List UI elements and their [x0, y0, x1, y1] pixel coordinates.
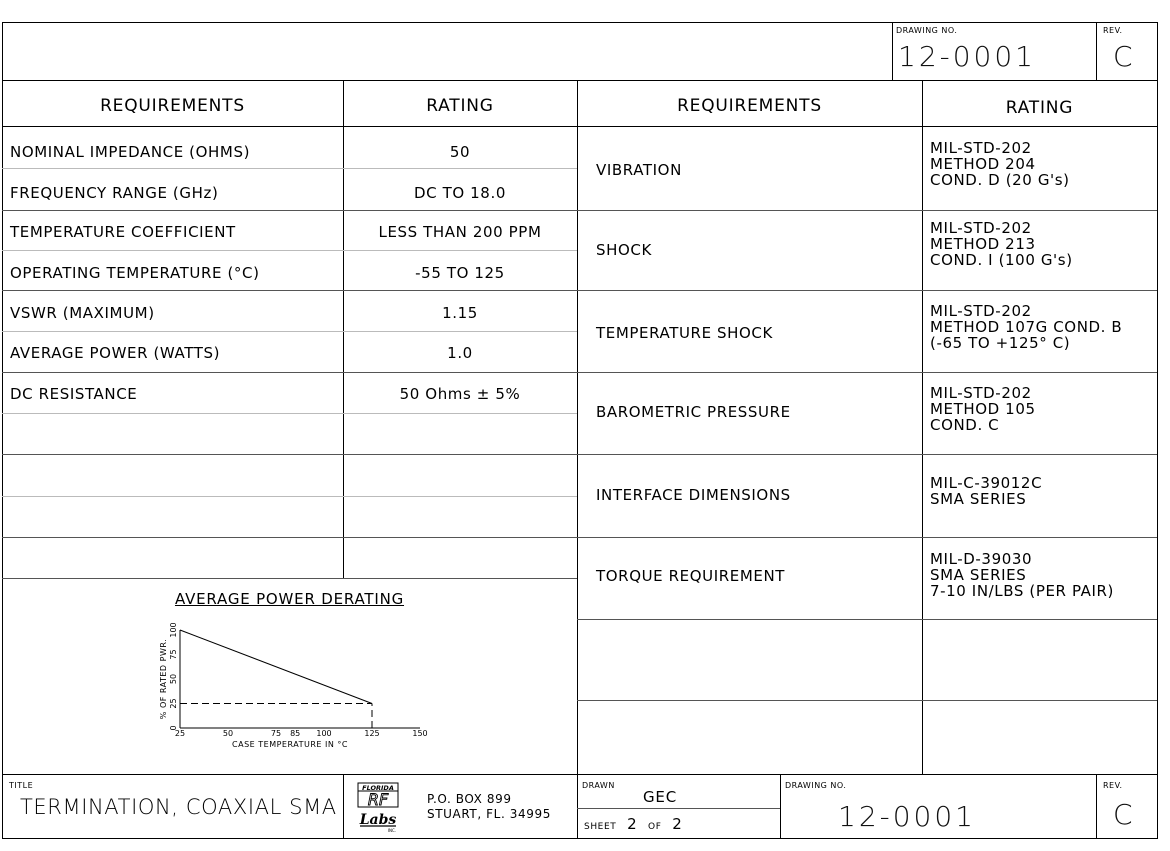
x-tick-label: 85 — [290, 729, 301, 738]
table-row-rating: MIL-C-39012C SMA SERIES — [930, 474, 1043, 508]
y-tick-label: 0 — [169, 725, 178, 731]
drawing-title: TERMINATION, COAXIAL SMA — [20, 795, 337, 819]
right-rating-header: RATING — [1005, 98, 1074, 118]
y-tick-label: 75 — [169, 649, 178, 660]
svg-text:RF: RF — [367, 790, 389, 809]
drawing-number: 12-0001 — [838, 800, 976, 833]
y-tick-label: 25 — [169, 698, 178, 709]
table-row-requirement: AVERAGE POWER (WATTS) — [10, 344, 221, 362]
svg-text:FLORIDA: FLORIDA — [362, 784, 394, 792]
drawing-number: 12-0001 — [898, 40, 1036, 73]
x-tick-label: 50 — [222, 729, 234, 738]
table-row-requirement: TEMPERATURE SHOCK — [596, 324, 773, 342]
derating-line — [180, 630, 372, 704]
table-row-rating: MIL-STD-202 METHOD 213 COND. I (100 G's) — [930, 219, 1073, 269]
y-tick-label: 100 — [169, 622, 178, 638]
table-row-rating: DC TO 18.0 — [414, 184, 506, 202]
table-row-rating: MIL-STD-202 METHOD 107G COND. B (-65 TO +125° C) — [930, 302, 1123, 352]
svg-text:INC.: INC. — [387, 828, 397, 833]
drawing-no-label: DRAWING NO. — [896, 26, 958, 35]
revision-letter: C — [1113, 40, 1136, 73]
y-axis-label: % OF RATED PWR. — [159, 638, 168, 720]
revision-letter: C — [1113, 798, 1136, 831]
table-row-rating: 50 Ohms ± 5% — [399, 385, 521, 403]
chart-title: AVERAGE POWER DERATING — [174, 590, 405, 608]
table-row-rating: 1.15 — [442, 304, 478, 322]
title-label: TITLE — [9, 781, 34, 790]
table-row-requirement: VSWR (MAXIMUM) — [10, 304, 155, 322]
table-row-requirement: BAROMETRIC PRESSURE — [596, 403, 791, 421]
table-row-requirement: NOMINAL IMPEDANCE (OHMS) — [10, 143, 251, 161]
address-line1: P.O. BOX 899 — [427, 792, 512, 806]
table-row-requirement: FREQUENCY RANGE (GHz) — [10, 184, 219, 202]
table-row-requirement: INTERFACE DIMENSIONS — [596, 486, 791, 504]
table-row-rating: LESS THAN 200 PPM — [378, 223, 542, 241]
table-row-requirement: SHOCK — [596, 241, 652, 259]
table-row-rating: MIL-STD-202 METHOD 204 COND. D (20 G's) — [930, 139, 1070, 189]
table-row-requirement: DC RESISTANCE — [10, 385, 138, 403]
y-tick-label: 50 — [169, 673, 178, 685]
rev-label: REV. — [1103, 26, 1123, 35]
derating-chart — [140, 615, 440, 755]
table-row-requirement: TORQUE REQUIREMENT — [596, 567, 786, 585]
drawn-label: DRAWN — [582, 781, 615, 790]
x-tick-label: 100 — [316, 729, 332, 738]
drawing-no-label: DRAWING NO. — [785, 781, 847, 790]
x-tick-label: 125 — [364, 729, 380, 738]
x-tick-label: 150 — [412, 729, 428, 738]
right-requirements-header: REQUIREMENTS — [677, 96, 822, 116]
left-requirements-header: REQUIREMENTS — [100, 96, 245, 116]
table-row-rating: MIL-STD-202 METHOD 105 COND. C — [930, 384, 1036, 434]
x-axis-label: CASE TEMPERATURE IN °C — [232, 740, 348, 749]
x-tick-label: 25 — [174, 729, 186, 738]
x-tick-label: 75 — [270, 729, 282, 738]
table-row-rating: 1.0 — [447, 344, 473, 362]
table-row-requirement: VIBRATION — [596, 161, 682, 179]
table-row-requirement: TEMPERATURE COEFFICIENT — [10, 223, 236, 241]
drawn-by: GEC — [643, 788, 677, 806]
table-row-requirement: OPERATING TEMPERATURE (°C) — [10, 264, 260, 282]
company-logo — [356, 781, 408, 833]
rev-label: REV. — [1103, 781, 1123, 790]
sheet-info: SHEET 2 OF 2 — [584, 815, 683, 833]
left-rating-header: RATING — [426, 96, 494, 116]
address-line2: STUART, FL. 34995 — [427, 807, 551, 821]
table-row-rating: -55 TO 125 — [415, 264, 505, 282]
table-row-rating: 50 — [449, 143, 471, 161]
svg-text:Labs: Labs — [359, 812, 397, 828]
table-row-rating: MIL-D-39030 SMA SERIES 7-10 IN/LBS (PER PAIR) — [930, 550, 1114, 600]
